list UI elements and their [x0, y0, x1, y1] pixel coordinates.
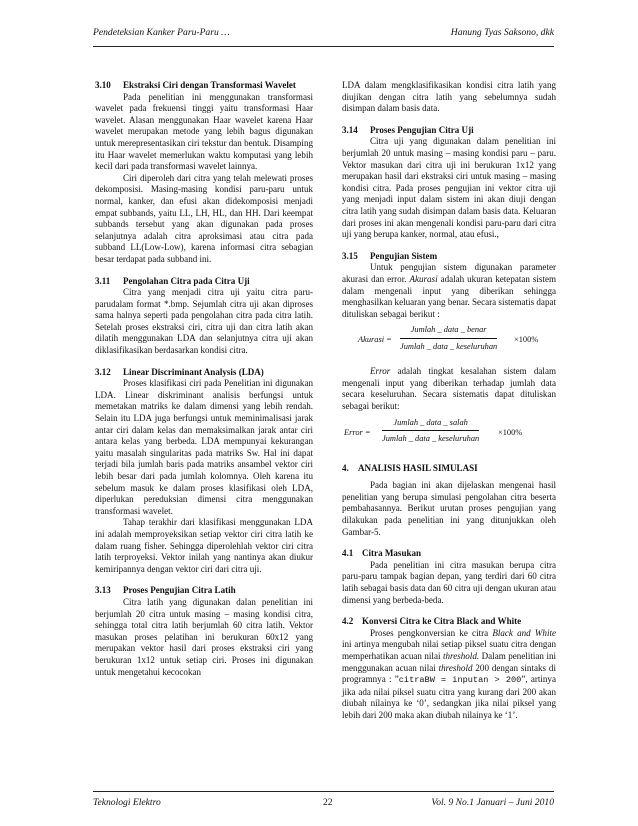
- section-heading-3-13: 3.13 Proses Pengujian Citra Latih: [95, 585, 236, 596]
- section-heading-4: 4. ANALISIS HASIL SIMULASI: [342, 462, 478, 473]
- paragraph: Citra latih yang digunakan dalan penelitian ini berjumlah 20 citra untuk masing – masing kondisi citra, sehingga total citra latih berjumlah 60 citra latih. Vektor masukan proses pelatihan ini berukuran 60x12 yang merupakan vektor hasil dari proses ekstraksi ciri yang berukuran 1x12 untuk setiap ciri. Proses ini digunakan untuk mengetahui kecocokan: [95, 596, 313, 677]
- paragraph-continued: LDA dalam mengklasifikasikan kondisi citra latih yang diujikan dengan citra latih yang sebelumnya sudah disimpan dalam basis data.: [342, 80, 556, 114]
- paragraph: Proses pengkonversian ke citra Black and White ini artinya mengubah nilai setiap piksel suatu citra dengan memperhatikan acuan nilai threshold. Dalam penelitian ini menggunakan acuan nilai threshold 200 dengan sintaks di programnya : ”citraBW = inputan > 200”, artinya jika ada nilai piksel suatu citra yang kurang dari 200 akan diubah nilainya ke ‘0’, sedangkan jika nilai piksel yang lebih dari 200 maka akan diubah nilainya ke ‘1’.: [342, 627, 556, 720]
- fraction: Jumlah _ data _ salah Jumlah _ data _ keseluruhan: [382, 417, 480, 444]
- section-heading-4-1: 4.1 Citra Masukan: [342, 548, 422, 559]
- paragraph: Error adalah tingkat kesalahan sistem dalam mengenali input yang diberikan terhadap jumlah data secara keseluruhan. Secara sistematis dapat dituliskan sebagai berikut:: [342, 366, 556, 412]
- paragraph: Pada penelitian ini menggunakan transformasi wavelet pada frekuensi tinggi yaitu transformasi Haar wavelet. Alasan menggunakan Haar wavelet karena Haar wavelet merupakan metode yang lebih bagus digunakan untuk merepresentasikan ciri tekstur dan bentuk. Disamping itu Haar wavelet memerlukan waktu komputasi yang lebih kecil dari pada transformasi wavelet lainnya.: [95, 91, 313, 172]
- section-heading-3-11: 3.11 Pengolahan Citra pada Citra Uji: [95, 275, 250, 286]
- section-heading-3-15: 3.15 Pengujian Sistem: [342, 250, 438, 261]
- header-title: Pendeteksian Kanker Paru-Paru …: [93, 27, 230, 38]
- fraction-bar: [382, 430, 479, 431]
- paragraph: Tahap terakhir dari klasifikasi menggunakan LDA ini adalah memproyeksikan setiap vektor ciri citra latih ke dalam ruang fisher. Sehingga diperolehlah vektor ciri citra latih terproyeksi. Vektor inilah yang nantinya akan diukur kemiripannya dengan vektor ciri dari citra uji.: [95, 517, 313, 574]
- section-heading-3-14: 3.14 Proses Pengujian Citra Uji: [342, 124, 474, 135]
- page-number: 22: [323, 797, 333, 808]
- paragraph: Untuk pengujian sistem digunakan parameter akurasi dan error. Akurasi adalah ukuran ketepatan sistem dalam mengenali input yang diberikan sehingga menghasilkan keluaran yang benar. Secara sistematis dapat dituliskan sebagai berikut :: [342, 262, 557, 319]
- fraction: Jumlah _ data _ benar Jumlah _ data _ keseluruhan: [400, 325, 498, 351]
- equation-accuracy: Akurasi = Jumlah _ data _ benar Jumlah _ data _ keseluruhan ×100%: [358, 325, 539, 351]
- left-column: [95, 80, 313, 678]
- section-heading-3-12: 3.12 Linear Discriminant Analysis (LDA): [95, 366, 264, 377]
- header-rule: [93, 46, 554, 47]
- paragraph: Ciri diperoleh dari citra yang telah melewati proses dekomposisi. Masing-masing kondisi paru-paru untuk normal, kanker, dan efusi akan didekomposisi menjadi empat subbands, yaitu LL, LH, HL, dan HH. Dari keempat subbands tersebut yang akan digunakan pada proses selanjutnya adalah citra aproksimasi atau citra pada subband LL(Low-Low), karena informasi citra sebagian besar terdapat pada subband ini.: [95, 172, 313, 264]
- section-heading-3-10: 3.10 Ekstraksi Ciri dengan Transformasi Wavelet: [95, 80, 296, 90]
- header-authors: Hanung Tyas Saksono, dkk: [450, 27, 554, 38]
- paragraph: Pada bagian ini akan dijelaskan mengenai hasil penelitian yang berupa simulasi pengolahan citra beserta pembahasannya. Berikut urutan proses pengujian yang dilakukan pada penelitian ini yang ditunjukkan oleh Gambar-5.: [342, 480, 556, 537]
- footer-rule: [93, 791, 554, 792]
- running-footer: [93, 797, 554, 808]
- equation-error: Error = Jumlah _ data _ salah Jumlah _ data _ keseluruhan ×100%: [344, 417, 523, 444]
- right-column: [342, 80, 556, 722]
- footer-journal: Teknologi Elektro: [93, 797, 161, 808]
- paragraph: Citra uji yang digunakan dalam penelitian ini berjumlah 20 untuk masing – masing kondisi paru – paru. Vektor masukan dari citra uji ini berukuran 1x12 yang merupakan hasil dari ekstraksi ciri untuk masing – masing kondisi citra. Pada proses pengujian ini vektor citra uji yang menjadi input dalam sistem ini akan diuji dengan citra latih yang sudah disimpan dalam basis data. Keluaran dari proses ini akan mengenali kondisi paru-paru dari citra uji yang berupa kanker, normal, atau efusi.,: [342, 136, 556, 240]
- paragraph: Citra yang menjadi citra uji yaitu citra paru-parudalam format *.bmp. Sejumlah citra uji akan diproses sama halnya seperti pada pengolahan citra pada citra latih. Setelah proses ekstraksi ciri, citra uji dan citra latih akan dilatih menggunakan LDA dan selanjutnya citra uji akan diklasifikasikan berdasarkan kondisi citra.: [95, 287, 313, 356]
- fraction-bar: [400, 338, 497, 339]
- running-header: [93, 27, 554, 41]
- footer-volume: Vol. 9 No.1 Januari – Juni 2010: [431, 797, 554, 808]
- section-heading-4-2: 4.2 Konversi Citra ke Citra Black and White: [342, 616, 522, 627]
- paragraph: Proses klasifikasi ciri pada Penelitian ini digunakan LDA. Linear diskriminant analisis berfungsi untuk memetakan matriks ke dalam dimensi yang lebih rendah. Selain itu LDA juga berfungsi untuk meminimalisasi jarak antar ciri dalam kelas dan memaksimalkan jarak antar ciri antara kelas yang berbeda. LDA mempunyai kekurangan yaitu masalah singularitas pada matriks Sw. Hal ini dapat terjadi bila jumlah baris pada matriks ansambel vektor ciri lebih besar dari pada jumlah kolomnya. Oleh karena itu sebelum masuk ke dalam proses klasifikasi oleh LDA, diperlukan pereduksian dimensi citra menggunakan transformasi wavelet.: [95, 378, 313, 516]
- paragraph: Pada penelitian ini citra masukan berupa citra paru-paru tampak bagian depan, yang terdiri dari 60 citra latih sebagai basis data dan 60 citra uji dengan ukuran atau dimensi yang berbeda-beda.: [342, 559, 556, 605]
